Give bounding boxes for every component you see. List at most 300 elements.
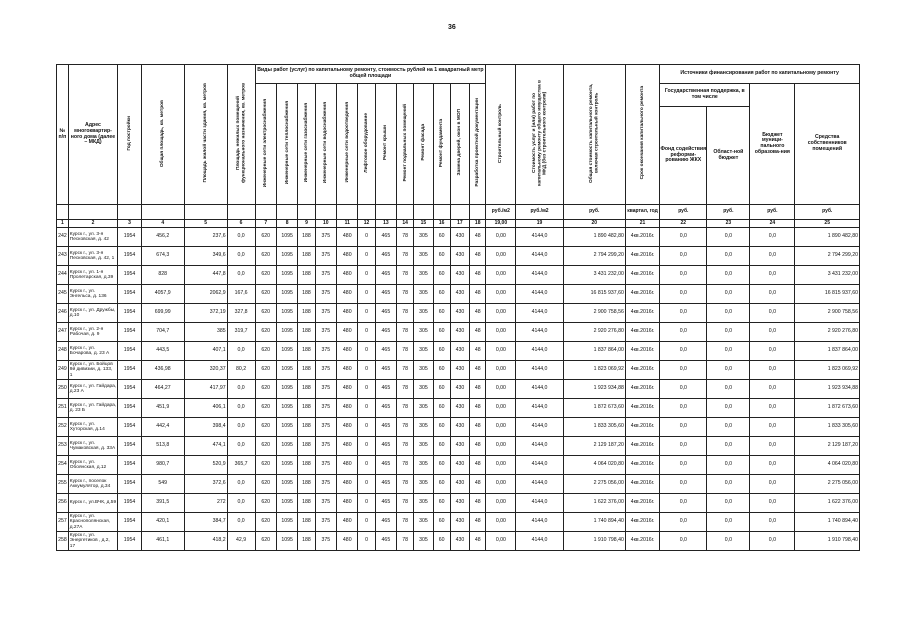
work-cost-cell: 0 (358, 266, 375, 285)
work-cost-cell: 430 (450, 266, 469, 285)
table-row (57, 475, 860, 494)
living-area-cell: 520,9 (184, 456, 227, 475)
total-area-cell: 704,7 (141, 323, 184, 342)
total-area-cell: 828 (141, 266, 184, 285)
work-cost-cell: 48 (470, 228, 486, 247)
column-number-cell: 9 (298, 220, 315, 228)
src-fund-cell: 0,0 (660, 304, 707, 323)
year-cell: 1954 (118, 513, 142, 532)
unit-cell: руб. (707, 205, 750, 220)
total-area-cell: 980,7 (141, 456, 184, 475)
work-facade-header: Ремонт фасада (420, 124, 426, 161)
year-cell: 1954 (118, 361, 142, 380)
src-fund-cell: 0,0 (660, 342, 707, 361)
src-fund-cell: 0,0 (660, 418, 707, 437)
work-cost-cell: 1095 (276, 475, 297, 494)
work-cost-cell: 48 (470, 380, 486, 399)
unit-cell: руб. (660, 205, 707, 220)
column-number-cell: 16 (433, 220, 450, 228)
living-area-cell: 372,19 (184, 304, 227, 323)
work-electric-header: Инженерные сети электроснабжения (263, 98, 269, 187)
row-number-cell: 246 (57, 304, 69, 323)
work-cost-cell: 0,00 (486, 323, 516, 342)
work-cost-cell: 0 (358, 323, 375, 342)
work-cost-cell: 1095 (276, 532, 297, 551)
nonliving-area-cell: 167,6 (227, 285, 255, 304)
total-cost-cell: 1 622 376,00 (563, 494, 625, 513)
total-area-cell: 4057,9 (141, 285, 184, 304)
work-cost-cell: 60 (433, 418, 450, 437)
living-area-cell: 417,97 (184, 380, 227, 399)
row-number-cell: 253 (57, 437, 69, 456)
column-number-cell: 25 (795, 220, 860, 228)
total-area-cell: 464,27 (141, 380, 184, 399)
src-municipal-cell: 0,0 (750, 342, 795, 361)
total-cost-cell: 2 794 299,20 (563, 247, 625, 266)
row-number-cell: 243 (57, 247, 69, 266)
work-cost-cell: 188 (298, 532, 315, 551)
living-area-cell: 320,37 (184, 361, 227, 380)
src-own-cell: 1 837 864,00 (795, 342, 860, 361)
unit-cell: руб./м2 (486, 205, 516, 220)
work-cost-cell: 78 (397, 285, 414, 304)
year-cell: 1954 (118, 494, 142, 513)
work-cost-cell: 305 (414, 399, 433, 418)
column-number-cell: 4 (141, 220, 184, 228)
year-cell: 1954 (118, 285, 142, 304)
work-cost-cell: 480 (337, 456, 358, 475)
column-number-cell: 19 (516, 220, 563, 228)
works-group-header: Виды работ (услуг) по капитальному ремонту, стоимость рублей на 1 квадратный метр общей площади (255, 65, 486, 84)
work-cost-cell: 305 (414, 304, 433, 323)
work-cost-cell: 465 (375, 342, 396, 361)
row-number-cell: 247 (57, 323, 69, 342)
work-cost-cell: 465 (375, 285, 396, 304)
work-cost-cell: 465 (375, 247, 396, 266)
work-water-header: Инженерные сети водоснабжения (323, 102, 329, 184)
src-own-cell: 2 794 299,20 (795, 247, 860, 266)
work-cost-cell: 48 (470, 532, 486, 551)
table-row (57, 323, 860, 342)
work-cost-cell: 60 (433, 304, 450, 323)
total-area-cell: 461,1 (141, 532, 184, 551)
work-cost-cell: 0,00 (486, 380, 516, 399)
src-municipal-cell: 0,0 (750, 418, 795, 437)
work-cost-cell: 48 (470, 304, 486, 323)
work-cost-cell: 305 (414, 342, 433, 361)
work-sewer-header: Инженерные сети водоотведения (344, 102, 350, 183)
work-cost-cell: 0 (358, 437, 375, 456)
work-cost-cell: 48 (470, 285, 486, 304)
deadline-cell: 4кв.2016г. (625, 304, 659, 323)
work-cost-cell: 480 (337, 532, 358, 551)
work-cost-cell: 465 (375, 475, 396, 494)
nonliving-area-cell: 327,8 (227, 304, 255, 323)
work-cost-cell: 375 (315, 380, 336, 399)
col-nonliving-area-header: Площадь нежилых помещений функционального назначения, кв. метров (235, 83, 247, 184)
work-cost-cell: 375 (315, 399, 336, 418)
column-number-cell: 6 (227, 220, 255, 228)
year-cell: 1954 (118, 532, 142, 551)
row-number-cell: 251 (57, 399, 69, 418)
work-cost-cell: 60 (433, 247, 450, 266)
deadline-cell: 4кв.2016г. (625, 380, 659, 399)
src-fund-cell: 0,0 (660, 247, 707, 266)
work-cost-cell: 60 (433, 228, 450, 247)
living-area-cell: 407,1 (184, 342, 227, 361)
work-cost-cell: 430 (450, 437, 469, 456)
work-cost-cell: 78 (397, 380, 414, 399)
column-number-cell: 19,00 (486, 220, 516, 228)
total-area-cell: 549 (141, 475, 184, 494)
work-cost-cell: 480 (337, 494, 358, 513)
work-cost-cell: 188 (298, 399, 315, 418)
work-cost-cell: 430 (450, 513, 469, 532)
work-cost-cell: 0 (358, 532, 375, 551)
page-number: 36 (448, 24, 456, 31)
work-cost-cell: 60 (433, 475, 450, 494)
work-foundation-header: Ремонт фундамента (439, 118, 445, 167)
nonliving-area-cell: 0,0 (227, 437, 255, 456)
living-area-cell: 384,7 (184, 513, 227, 532)
src-regional-cell: 0,0 (707, 323, 750, 342)
total-cost-cell: 2 920 276,80 (563, 323, 625, 342)
work-design-docs-header: Разработка проектной документации (475, 98, 481, 187)
work-cost-cell: 480 (337, 380, 358, 399)
total-cost-cell: 1 833 305,60 (563, 418, 625, 437)
work-cost-cell: 480 (337, 304, 358, 323)
work-cost-cell: 305 (414, 361, 433, 380)
work-cost-cell: 1095 (276, 399, 297, 418)
work-cost-cell: 0,00 (486, 456, 516, 475)
nonliving-area-cell: 0,0 (227, 228, 255, 247)
work-cost-cell: 78 (397, 266, 414, 285)
work-cost-cell: 78 (397, 456, 414, 475)
work-cost-cell: 430 (450, 494, 469, 513)
work-cost-cell: 48 (470, 437, 486, 456)
src-regional-cell: 0,0 (707, 380, 750, 399)
src-own-cell: 1 833 305,60 (795, 418, 860, 437)
total-cost-cell: 1 890 482,80 (563, 228, 625, 247)
living-area-cell: 237,6 (184, 228, 227, 247)
row-number-cell: 242 (57, 228, 69, 247)
work-cost-cell: 48 (470, 399, 486, 418)
deadline-cell: 4кв.2016г. (625, 475, 659, 494)
deadline-cell: 4кв.2016г. (625, 513, 659, 532)
work-cost-cell: 60 (433, 399, 450, 418)
unit-cost-cell: 4144,0 (516, 380, 563, 399)
total-area-cell: 451,9 (141, 399, 184, 418)
src-own-header: Средства собственников помещений (795, 84, 860, 205)
work-gas-header: Инженерные сети газоснабжения (303, 102, 309, 183)
address-cell: Курск г., ул. Обоянская, д.12 (68, 456, 117, 475)
work-cost-cell: 188 (298, 380, 315, 399)
unit-cost-cell: 4144,0 (516, 513, 563, 532)
work-cost-cell: 480 (337, 437, 358, 456)
unit-cost-cell: 4144,0 (516, 456, 563, 475)
table-row (57, 399, 860, 418)
unit-cost-cell: 4144,0 (516, 475, 563, 494)
src-own-cell: 1 740 894,40 (795, 513, 860, 532)
unit-cost-cell: 4144,0 (516, 266, 563, 285)
table-row (57, 342, 860, 361)
work-cost-cell: 305 (414, 475, 433, 494)
deadline-cell: 4кв.2016г. (625, 494, 659, 513)
total-cost-cell: 2 129 187,20 (563, 437, 625, 456)
work-cost-cell: 60 (433, 266, 450, 285)
column-number-cell: 2 (68, 220, 117, 228)
src-own-cell: 2 900 758,56 (795, 304, 860, 323)
work-cost-cell: 188 (298, 247, 315, 266)
work-cost-cell: 430 (450, 399, 469, 418)
address-cell: Курск г., ул. Чумаковская, д. 33А (68, 437, 117, 456)
work-cost-cell: 375 (315, 323, 336, 342)
work-cost-cell: 465 (375, 418, 396, 437)
work-cost-cell: 48 (470, 513, 486, 532)
address-cell: Курск г., ул. Бочарова, д. 23 А (68, 342, 117, 361)
src-fund-cell: 0,0 (660, 532, 707, 551)
work-cost-cell: 375 (315, 532, 336, 551)
work-cost-cell: 430 (450, 304, 469, 323)
work-cost-cell: 465 (375, 494, 396, 513)
address-cell: Курск г., ул. Энгельса, д. 136 (68, 285, 117, 304)
total-area-cell: 699,99 (141, 304, 184, 323)
living-area-cell: 418,2 (184, 532, 227, 551)
work-cost-cell: 375 (315, 361, 336, 380)
unit-cell: руб. (795, 205, 860, 220)
src-own-cell: 1 622 376,00 (795, 494, 860, 513)
work-cost-cell: 0,00 (486, 513, 516, 532)
year-cell: 1954 (118, 456, 142, 475)
column-number-cell: 23 (707, 220, 750, 228)
work-cost-cell: 0,00 (486, 304, 516, 323)
work-cost-cell: 620 (255, 475, 276, 494)
nonliving-area-cell: 0,0 (227, 266, 255, 285)
row-number-cell: 248 (57, 342, 69, 361)
column-number-row (57, 220, 860, 228)
address-cell: Курск г., ул. Дружбы, д.10 (68, 304, 117, 323)
work-cost-cell: 305 (414, 285, 433, 304)
deadline-cell: 4кв.2016г. (625, 456, 659, 475)
src-fund-cell: 0,0 (660, 475, 707, 494)
work-cost-cell: 375 (315, 456, 336, 475)
address-cell: Курск г., ул. Гайдара, д.23 А (68, 380, 117, 399)
table-row (57, 266, 860, 285)
table-row (57, 361, 860, 380)
nonliving-area-cell: 0,0 (227, 380, 255, 399)
work-cost-cell: 78 (397, 342, 414, 361)
work-cost-cell: 375 (315, 247, 336, 266)
src-fund-cell: 0,0 (660, 361, 707, 380)
deadline-cell: 4кв.2016г. (625, 228, 659, 247)
work-cost-cell: 48 (470, 266, 486, 285)
work-cost-cell: 375 (315, 285, 336, 304)
nonliving-area-cell: 365,7 (227, 456, 255, 475)
deadline-cell: 4кв.2016г. (625, 399, 659, 418)
work-cost-cell: 480 (337, 323, 358, 342)
work-cost-cell: 0 (358, 494, 375, 513)
column-number-cell: 5 (184, 220, 227, 228)
unit-cost-cell: 4144,0 (516, 285, 563, 304)
work-cost-cell: 1095 (276, 418, 297, 437)
src-own-cell: 4 064 020,80 (795, 456, 860, 475)
src-own-cell: 1 872 673,60 (795, 399, 860, 418)
work-cost-cell: 48 (470, 475, 486, 494)
work-cost-cell: 465 (375, 228, 396, 247)
work-cost-cell: 0,00 (486, 285, 516, 304)
column-number-cell: 15 (414, 220, 433, 228)
deadline-cell: 4кв.2016г. (625, 323, 659, 342)
work-cost-cell: 430 (450, 456, 469, 475)
row-number-cell: 258 (57, 532, 69, 551)
src-regional-cell: 0,0 (707, 266, 750, 285)
work-roof-header: Ремонт крыши (383, 125, 389, 161)
work-cost-cell: 375 (315, 418, 336, 437)
work-cost-cell: 0,00 (486, 418, 516, 437)
work-cost-cell: 375 (315, 513, 336, 532)
work-cost-cell: 465 (375, 361, 396, 380)
nonliving-area-cell: 319,7 (227, 323, 255, 342)
work-cost-cell: 1095 (276, 437, 297, 456)
work-cost-cell: 375 (315, 228, 336, 247)
work-cost-cell: 188 (298, 494, 315, 513)
address-cell: Курск г., поселок Аккумулятор, д.34 (68, 475, 117, 494)
address-cell: Курск г., ул. 2-я Рабочая, д. 9 (68, 323, 117, 342)
work-cost-cell: 620 (255, 418, 276, 437)
unit-cost-cell: 4144,0 (516, 361, 563, 380)
unit-cost-cell: 4144,0 (516, 418, 563, 437)
work-cost-cell: 430 (450, 380, 469, 399)
src-municipal-cell: 0,0 (750, 285, 795, 304)
work-cost-cell: 620 (255, 361, 276, 380)
work-cost-cell: 620 (255, 437, 276, 456)
src-regional-cell: 0,0 (707, 418, 750, 437)
column-number-cell: 21 (625, 220, 659, 228)
src-regional-cell: 0,0 (707, 247, 750, 266)
src-own-cell: 2 275 056,00 (795, 475, 860, 494)
work-cost-cell: 188 (298, 418, 315, 437)
src-municipal-cell: 0,0 (750, 513, 795, 532)
total-area-cell: 391,5 (141, 494, 184, 513)
src-municipal-cell: 0,0 (750, 380, 795, 399)
column-number-cell: 24 (750, 220, 795, 228)
table-row (57, 532, 860, 551)
src-municipal-cell: 0,0 (750, 532, 795, 551)
src-regional-cell: 0,0 (707, 513, 750, 532)
work-cost-cell: 60 (433, 285, 450, 304)
src-municipal-header: Бюджет муници-пального образова-ния (750, 84, 795, 205)
col-deadline-header: Срок окончания капитального ремонта (639, 86, 645, 180)
row-number-cell: 249 (57, 361, 69, 380)
src-fund-cell: 0,0 (660, 399, 707, 418)
work-cost-cell: 430 (450, 475, 469, 494)
src-municipal-cell: 0,0 (750, 228, 795, 247)
work-cost-cell: 480 (337, 228, 358, 247)
row-number-cell: 254 (57, 456, 69, 475)
work-cost-cell: 430 (450, 342, 469, 361)
column-number-cell: 11 (337, 220, 358, 228)
column-number-cell: 3 (118, 220, 142, 228)
src-fund-cell: 0,0 (660, 323, 707, 342)
work-cost-cell: 375 (315, 342, 336, 361)
src-regional-header: Област-ной бюджет (713, 148, 744, 161)
col-total-cost-header: Общая стоимость капитального ремонта, включая строительный контроль (588, 83, 600, 183)
work-cost-cell: 0,00 (486, 247, 516, 266)
total-cost-cell: 4 064 020,80 (563, 456, 625, 475)
year-cell: 1954 (118, 304, 142, 323)
work-cost-cell: 465 (375, 456, 396, 475)
work-cost-cell: 0,00 (486, 437, 516, 456)
work-elevator-header: Лифтовое оборудование (363, 112, 369, 173)
deadline-cell: 4кв.2016г. (625, 437, 659, 456)
work-cost-cell: 465 (375, 323, 396, 342)
work-cost-cell: 375 (315, 437, 336, 456)
nonliving-area-cell: 0,0 (227, 342, 255, 361)
src-regional-cell: 0,0 (707, 228, 750, 247)
row-number-cell: 256 (57, 494, 69, 513)
nonliving-area-cell: 0,0 (227, 399, 255, 418)
work-cost-cell: 465 (375, 532, 396, 551)
work-cost-cell: 0 (358, 513, 375, 532)
work-cost-cell: 430 (450, 285, 469, 304)
work-heating-header: Инженерные сети теплоснабжения (284, 100, 290, 185)
col-year-header: Год постройки (126, 115, 132, 151)
total-area-cell: 674,3 (141, 247, 184, 266)
work-cost-cell: 620 (255, 513, 276, 532)
work-cost-cell: 620 (255, 266, 276, 285)
deadline-cell: 4кв.2016г. (625, 285, 659, 304)
work-cost-cell: 78 (397, 399, 414, 418)
work-cost-cell: 78 (397, 475, 414, 494)
work-cost-cell: 375 (315, 475, 336, 494)
unit-cost-cell: 4144,0 (516, 304, 563, 323)
src-regional-cell: 0,0 (707, 361, 750, 380)
src-fund-header: Фонд содействия реформи-рованию ЖКХ (660, 107, 707, 204)
work-cost-cell: 60 (433, 323, 450, 342)
work-cost-cell: 188 (298, 513, 315, 532)
work-cost-cell: 375 (315, 304, 336, 323)
work-cost-cell: 1095 (276, 247, 297, 266)
src-own-cell: 2 920 276,80 (795, 323, 860, 342)
work-doors-windows-header: Замена дверей, окон в МОП (457, 109, 463, 176)
work-cost-cell: 465 (375, 513, 396, 532)
unit-cell: руб. (563, 205, 625, 220)
work-cost-cell: 0 (358, 418, 375, 437)
sources-group-header: Источники финансирования работ по капитальному ремонту (660, 65, 860, 84)
work-cost-cell: 188 (298, 456, 315, 475)
src-regional-cell: 0,0 (707, 285, 750, 304)
year-cell: 1954 (118, 266, 142, 285)
work-cost-cell: 305 (414, 456, 433, 475)
work-cost-cell: 620 (255, 380, 276, 399)
column-number-cell: 7 (255, 220, 276, 228)
total-area-cell: 443,5 (141, 342, 184, 361)
work-cost-cell: 48 (470, 323, 486, 342)
column-number-cell: 18 (470, 220, 486, 228)
src-municipal-cell: 0,0 (750, 437, 795, 456)
work-cost-cell: 480 (337, 418, 358, 437)
src-fund-cell: 0,0 (660, 456, 707, 475)
work-cost-cell: 1095 (276, 361, 297, 380)
work-cost-cell: 430 (450, 323, 469, 342)
work-cost-cell: 305 (414, 323, 433, 342)
src-municipal-cell: 0,0 (750, 266, 795, 285)
work-cost-cell: 0 (358, 380, 375, 399)
work-cost-cell: 188 (298, 285, 315, 304)
total-cost-cell: 16 815 937,60 (563, 285, 625, 304)
living-area-cell: 349,6 (184, 247, 227, 266)
total-cost-cell: 1 823 069,92 (563, 361, 625, 380)
